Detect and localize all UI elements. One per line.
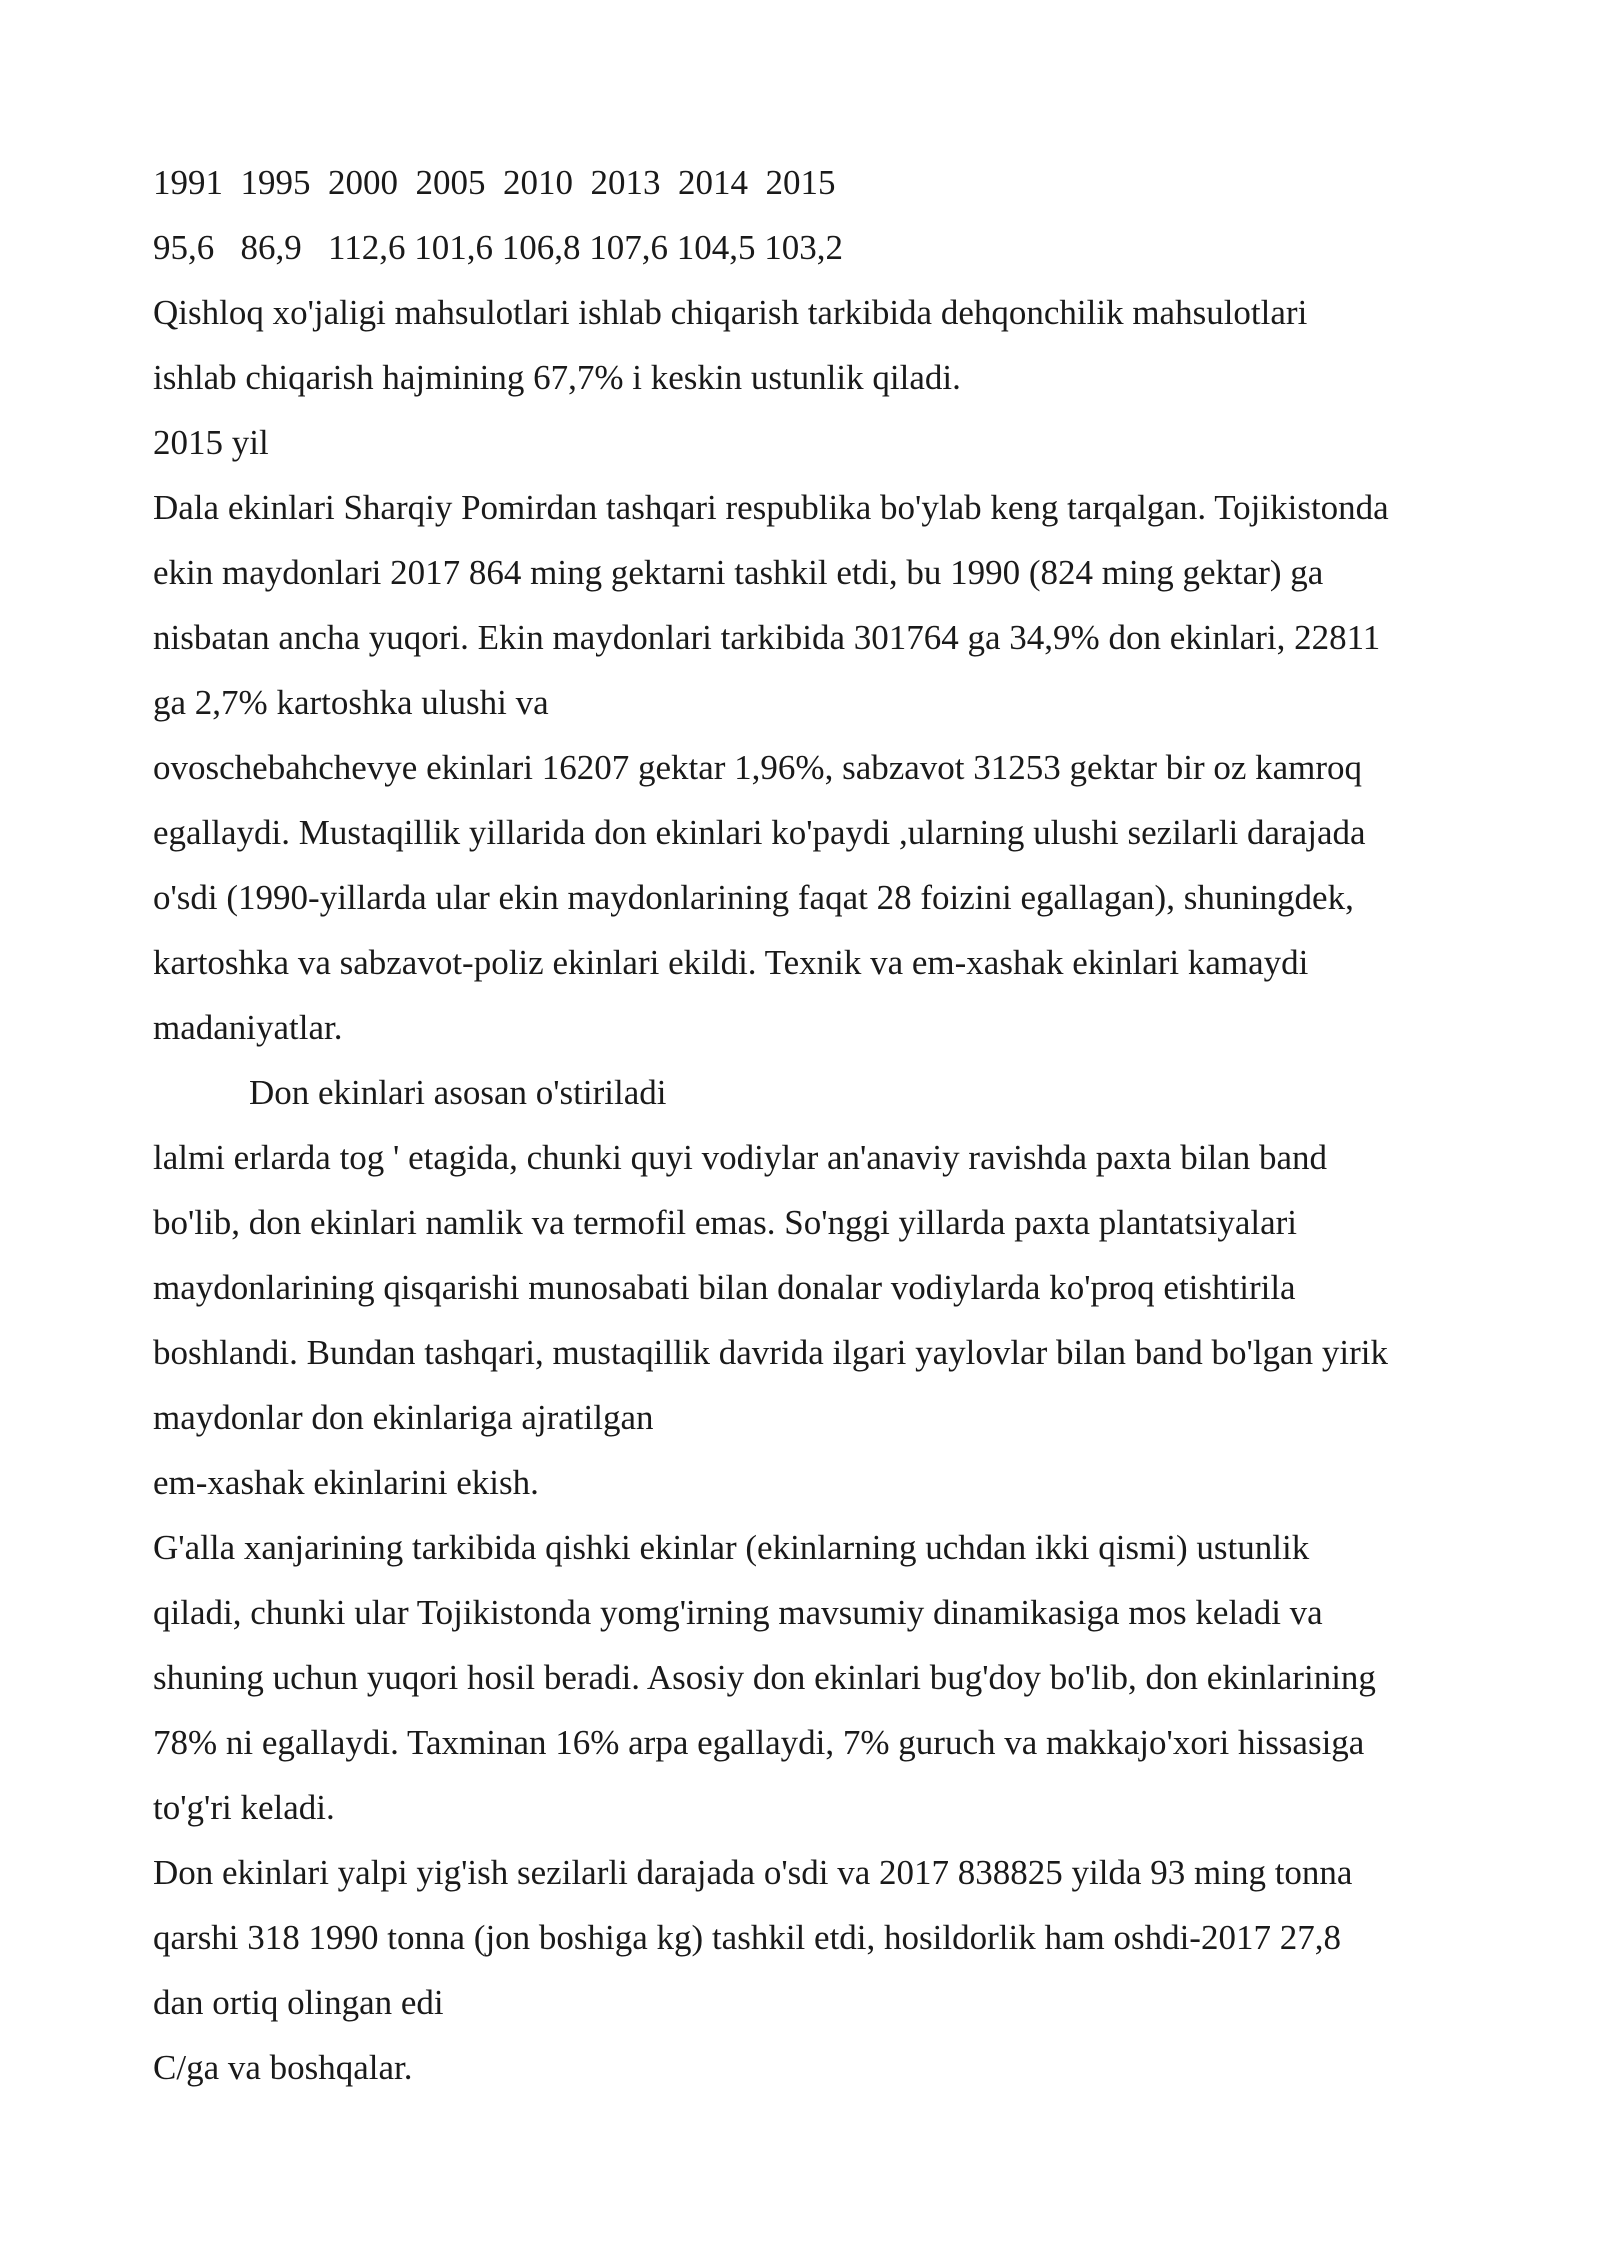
text-line: maydonlarining qisqarishi munosabati bilan donalar vodiylarda ko'proq etishtirila [153,1268,1296,1307]
text-line: G'alla xanjarining tarkibida qishki ekinlar (ekinlarning uchdan ikki qismi) ustunlik [153,1528,1310,1567]
text-line: qiladi, chunki ular Tojikistonda yomg'irning mavsumiy dinamikasiga mos keladi va [153,1593,1323,1632]
text-line: bo'lib, don ekinlari namlik va termofil emas. So'nggi yillarda paxta plantatsiyalari [153,1203,1297,1242]
text-line: lalmi erlarda tog ' etagida, chunki quyi vodiylar an'anaviy ravishda paxta bilan band [153,1138,1328,1177]
text-line: kartoshka va sabzavot-poliz ekinlari ekildi. Texnik va em-xashak ekinlari kamaydi [153,943,1309,982]
text-line: ishlab chiqarish hajmining 67,7% i keskin ustunlik qiladi. [153,358,961,397]
text-line: ekin maydonlari 2017 864 ming gektarni tashkil etdi, bu 1990 (824 ming gektar) ga [153,553,1324,592]
text-line: shuning uchun yuqori hosil beradi. Asosiy don ekinlari bug'doy bo'lib, don ekinlarining [153,1658,1376,1697]
text-line: nisbatan ancha yuqori. Ekin maydonlari tarkibida 301764 ga 34,9% don ekinlari, 22811 [153,618,1381,657]
text-line: C/ga va boshqalar. [153,2048,413,2087]
text-line: Dala ekinlari Sharqiy Pomirdan tashqari respublika bo'ylab keng tarqalgan. Tojikistonda [153,488,1389,527]
text-line: Qishloq xo'jaligi mahsulotlari ishlab chiqarish tarkibida dehqonchilik mahsulotlari [153,293,1308,332]
text-line: maydonlar don ekinlariga ajratilgan [153,1398,654,1437]
text-line: qarshi 318 1990 tonna (jon boshiga kg) tashkil etdi, hosildorlik ham oshdi-2017 27,8 [153,1918,1341,1957]
text-line: boshlandi. Bundan tashqari, mustaqillik davrida ilgari yaylovlar bilan band bo'lgan yirik [153,1333,1388,1372]
document-body [153,150,1493,2100]
index-values-row: 95,6 86,9 112,6 101,6 106,8 107,6 104,5 103,2 [153,228,843,267]
text-line: to'g'ri keladi. [153,1788,335,1827]
text-line: Don ekinlari yalpi yig'ish sezilarli darajada o'sdi va 2017 838825 yilda 93 ming tonna [153,1853,1353,1892]
text-line: madaniyatlar. [153,1008,343,1047]
text-line: dan ortiq olingan edi [153,1983,444,2022]
indented-heading-line: Don ekinlari asosan o'stiriladi [249,1073,667,1112]
text-line: ga 2,7% kartoshka ulushi va [153,683,549,722]
text-line: em-xashak ekinlarini ekish. [153,1463,539,1502]
text-line: o'sdi (1990-yillarda ular ekin maydonlarining faqat 28 foizini egallagan), shuningdek, [153,878,1354,917]
text-line: ovoschebahchevye ekinlari 16207 gektar 1,96%, sabzavot 31253 gektar bir oz kamroq [153,748,1363,787]
text-line: 2015 yil [153,423,269,462]
text-line: egallaydi. Mustaqillik yillarida don ekinlari ko'paydi ,ularning ulushi sezilarli darajada [153,813,1366,852]
year-header-row: 1991 1995 2000 2005 2010 2013 2014 2015 [153,163,836,202]
text-line: 78% ni egallaydi. Taxminan 16% arpa egallaydi, 7% guruch va makkajo'xori hissasiga [153,1723,1365,1762]
